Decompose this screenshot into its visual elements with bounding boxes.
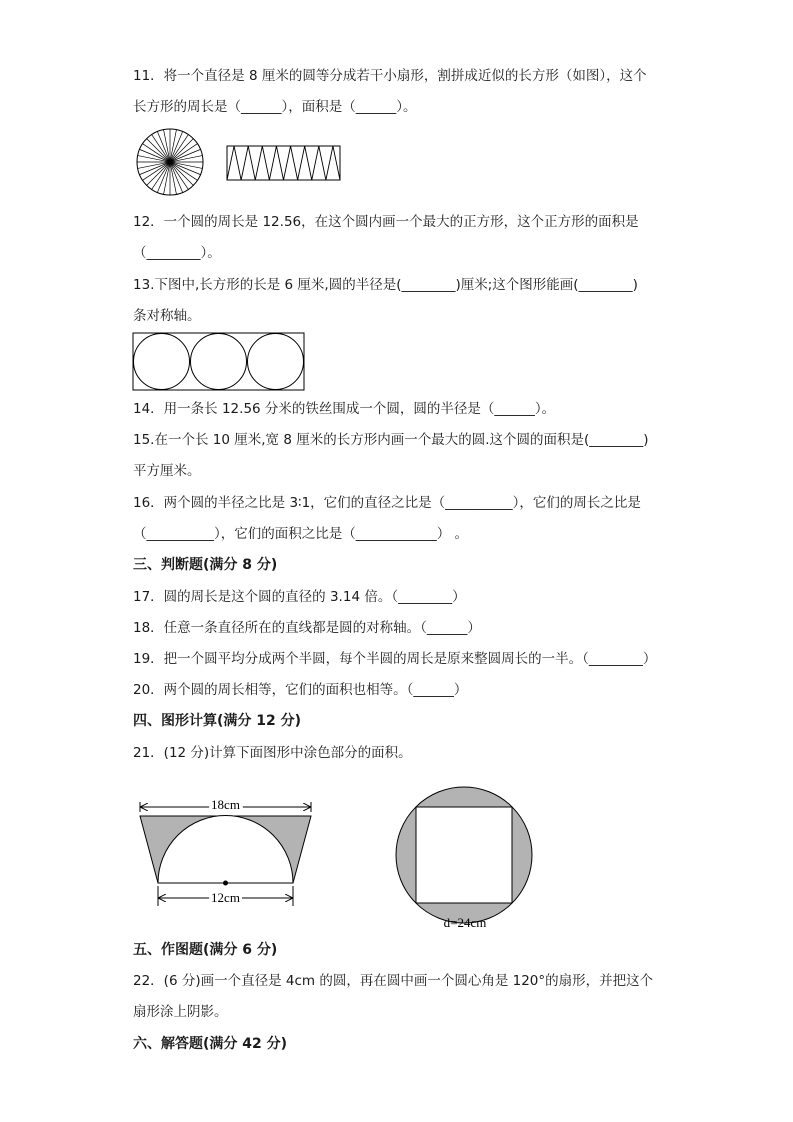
fig1-bottom-label: 12cm <box>211 890 240 905</box>
q11-line2: 长方形的周长是（______），面积是（______）。 <box>133 99 417 115</box>
q11-figure <box>130 126 350 200</box>
fig1-top-label: 18cm <box>211 797 240 812</box>
fig2-label: d=24cm <box>443 915 487 930</box>
q15-line1: 15.在一个长 10 厘米,宽 8 厘米的长方形内画一个最大的圆.这个圆的面积是(________) <box>133 432 649 448</box>
q13-figure <box>131 331 307 397</box>
q18-line1: 18．任意一条直径所在的直线都是圆的对称轴。（______） <box>133 620 481 636</box>
section-4-title: 四、图形计算(满分 12 分) <box>133 713 302 729</box>
section-6-title: 六、解答题(满分 42 分) <box>133 1036 288 1052</box>
q16-line2: （__________），它们的面积之比是（____________） 。 <box>133 526 469 542</box>
inscribed-square <box>416 807 512 903</box>
sector-circle <box>137 129 203 195</box>
q16-line1: 16．两个圆的半径之比是 3∶1，它们的直径之比是（__________），它们的周长之比是 <box>133 495 641 511</box>
approx-rectangle <box>227 146 340 180</box>
section-3-title: 三、判断题(满分 8 分) <box>133 557 278 573</box>
q11-figure-svg <box>130 126 350 196</box>
q20-line1: 20．两个圆的周长相等，它们的面积也相等。（______） <box>133 682 468 698</box>
q13-line1: 13.下图中,长方形的长是 6 厘米,圆的半径是(________)厘米;这个图形能画(________) <box>133 277 638 293</box>
q21-figure-trapezoid <box>130 790 320 919</box>
q15-line2: 平方厘米。 <box>133 463 201 479</box>
q14-line1: 14．用一条长 12.56 分米的铁丝围成一个圆，圆的半径是（______）。 <box>133 401 556 417</box>
q13-line2: 条对称轴。 <box>133 308 201 324</box>
q11-line1: 11．将一个直径是 8 厘米的圆等分成若干小扇形，割拼成近似的长方形（如图），这个 <box>133 68 647 84</box>
q21-figure-circle <box>390 770 540 939</box>
q12-line1: 12．一个圆的周长是 12.56，在这个圆内画一个最大的正方形，这个正方形的面积是 <box>133 214 639 230</box>
trapezoid-semicircle <box>130 790 320 915</box>
section-5-title: 五、作图题(满分 6 分) <box>133 942 278 958</box>
q22-line2: 扇形涂上阴影。 <box>133 1004 228 1020</box>
q22-line1: 22．(6 分)画一个直径是 4cm 的圆，再在圆中画一个圆心角是 120°的扇形，并把这个 <box>133 973 654 989</box>
circle-with-square <box>390 770 540 935</box>
q17-line1: 17．圆的周长是这个圆的直径的 3.14 倍。（________） <box>133 589 466 605</box>
q21-line1: 21．(12 分)计算下面图形中涂色部分的面积。 <box>133 745 412 761</box>
three-circles-rectangle <box>131 331 307 393</box>
q12-line2: （________）。 <box>133 245 221 261</box>
center-dot <box>223 881 228 886</box>
q19-line1: 19．把一个圆平均分成两个半圆，每个半圆的周长是原来整圆周长的一半。（________） <box>133 651 657 667</box>
